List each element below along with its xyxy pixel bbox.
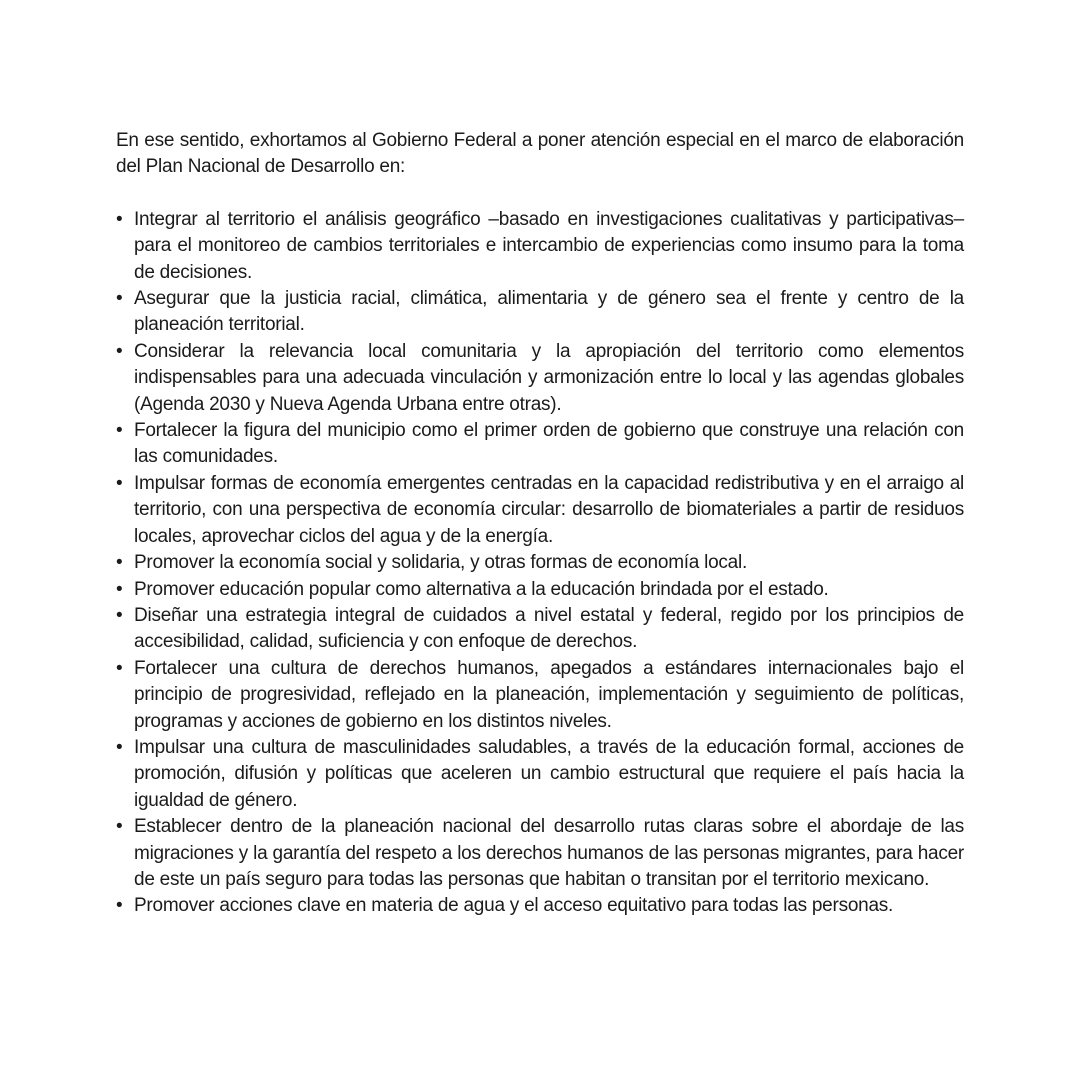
bullet-icon: • — [116, 895, 123, 917]
list-item — [116, 577, 964, 603]
list-item-text: Fortalecer la figura del municipio como el primer orden de gobierno que construye una relación con las comunidades. — [134, 420, 964, 468]
bullet-icon: • — [116, 816, 123, 838]
list-item — [116, 656, 964, 735]
document-body — [116, 128, 964, 920]
recommendations-list — [116, 207, 964, 920]
list-item — [116, 286, 964, 339]
list-item — [116, 893, 964, 919]
bullet-icon: • — [116, 472, 123, 494]
bullet-icon: • — [116, 420, 123, 442]
list-item — [116, 471, 964, 550]
bullet-icon: • — [116, 208, 123, 230]
list-item-text: Promover acciones clave en materia de agua y el acceso equitativo para todas las personas. — [134, 895, 894, 917]
list-item-text: Considerar la relevancia local comunitaria y la apropiación del territorio como elementos indispensables para una adecuada vinculación y armonización entre lo local y las agendas globales (Agenda 2030 y Nueva Agenda Urbana entre otras). — [134, 340, 964, 415]
bullet-icon: • — [116, 578, 123, 600]
bullet-icon: • — [116, 604, 123, 626]
list-item-text: Establecer dentro de la planeación nacional del desarrollo rutas claras sobre el abordaje de las migraciones y la garantía del respeto a los derechos humanos de las personas migrantes, para hacer de este un país seguro para todas las personas que habitan o transitan por el territorio mexicano. — [134, 816, 964, 890]
list-item-text: Impulsar una cultura de masculinidades saludables, a través de la educación formal, acciones de promoción, difusión y políticas que aceleren un cambio estructural que requiere el país hacia la igualdad de género. — [134, 736, 964, 811]
list-item-text: Promover educación popular como alternativa a la educación brindada por el estado. — [134, 578, 829, 600]
list-item-text: Diseñar una estrategia integral de cuidados a nivel estatal y federal, regido por los principios de accesibilidad, calidad, suficiencia y con enfoque de derechos. — [134, 604, 964, 653]
list-item — [116, 339, 964, 418]
list-item-text: Impulsar formas de economía emergentes centradas en la capacidad redistributiva y en el arraigo al territorio, con una perspectiva de economía circular: desarrollo de biomateriales a partir de residuos locales, aprovechar ciclos del agua y de la energía. — [134, 472, 964, 547]
intro-paragraph: En ese sentido, exhortamos al Gobierno Federal a poner atención especial en el marco de elaboración del Plan Nacional de Desarrollo en: — [116, 130, 964, 178]
bullet-icon: • — [116, 657, 123, 679]
list-item-text: Asegurar que la justicia racial, climática, alimentaria y de género sea el frente y centro de la planeación territorial. — [134, 288, 964, 336]
list-item — [116, 207, 964, 286]
list-item-text: Fortalecer una cultura de derechos humanos, apegados a estándares internacionales bajo el principio de progresividad, reflejado en la planeación, implementación y seguimiento de políticas, programas y acciones de gobierno en los distintos niveles. — [134, 657, 964, 732]
list-item-text: Promover la economía social y solidaria, y otras formas de economía local. — [134, 552, 747, 574]
list-item — [116, 603, 964, 656]
list-item — [116, 550, 964, 576]
bullet-icon: • — [116, 288, 123, 310]
bullet-icon: • — [116, 552, 123, 574]
list-item — [116, 814, 964, 893]
list-item-text: Integrar al territorio el análisis geográfico –basado en investigaciones cualitativas y participativas– para el monitoreo de cambios territoriales e intercambio de experiencias como insumo para la toma de decisiones. — [134, 208, 964, 283]
bullet-icon: • — [116, 736, 123, 758]
bullet-icon: • — [116, 340, 123, 362]
list-item — [116, 418, 964, 471]
list-item — [116, 735, 964, 814]
